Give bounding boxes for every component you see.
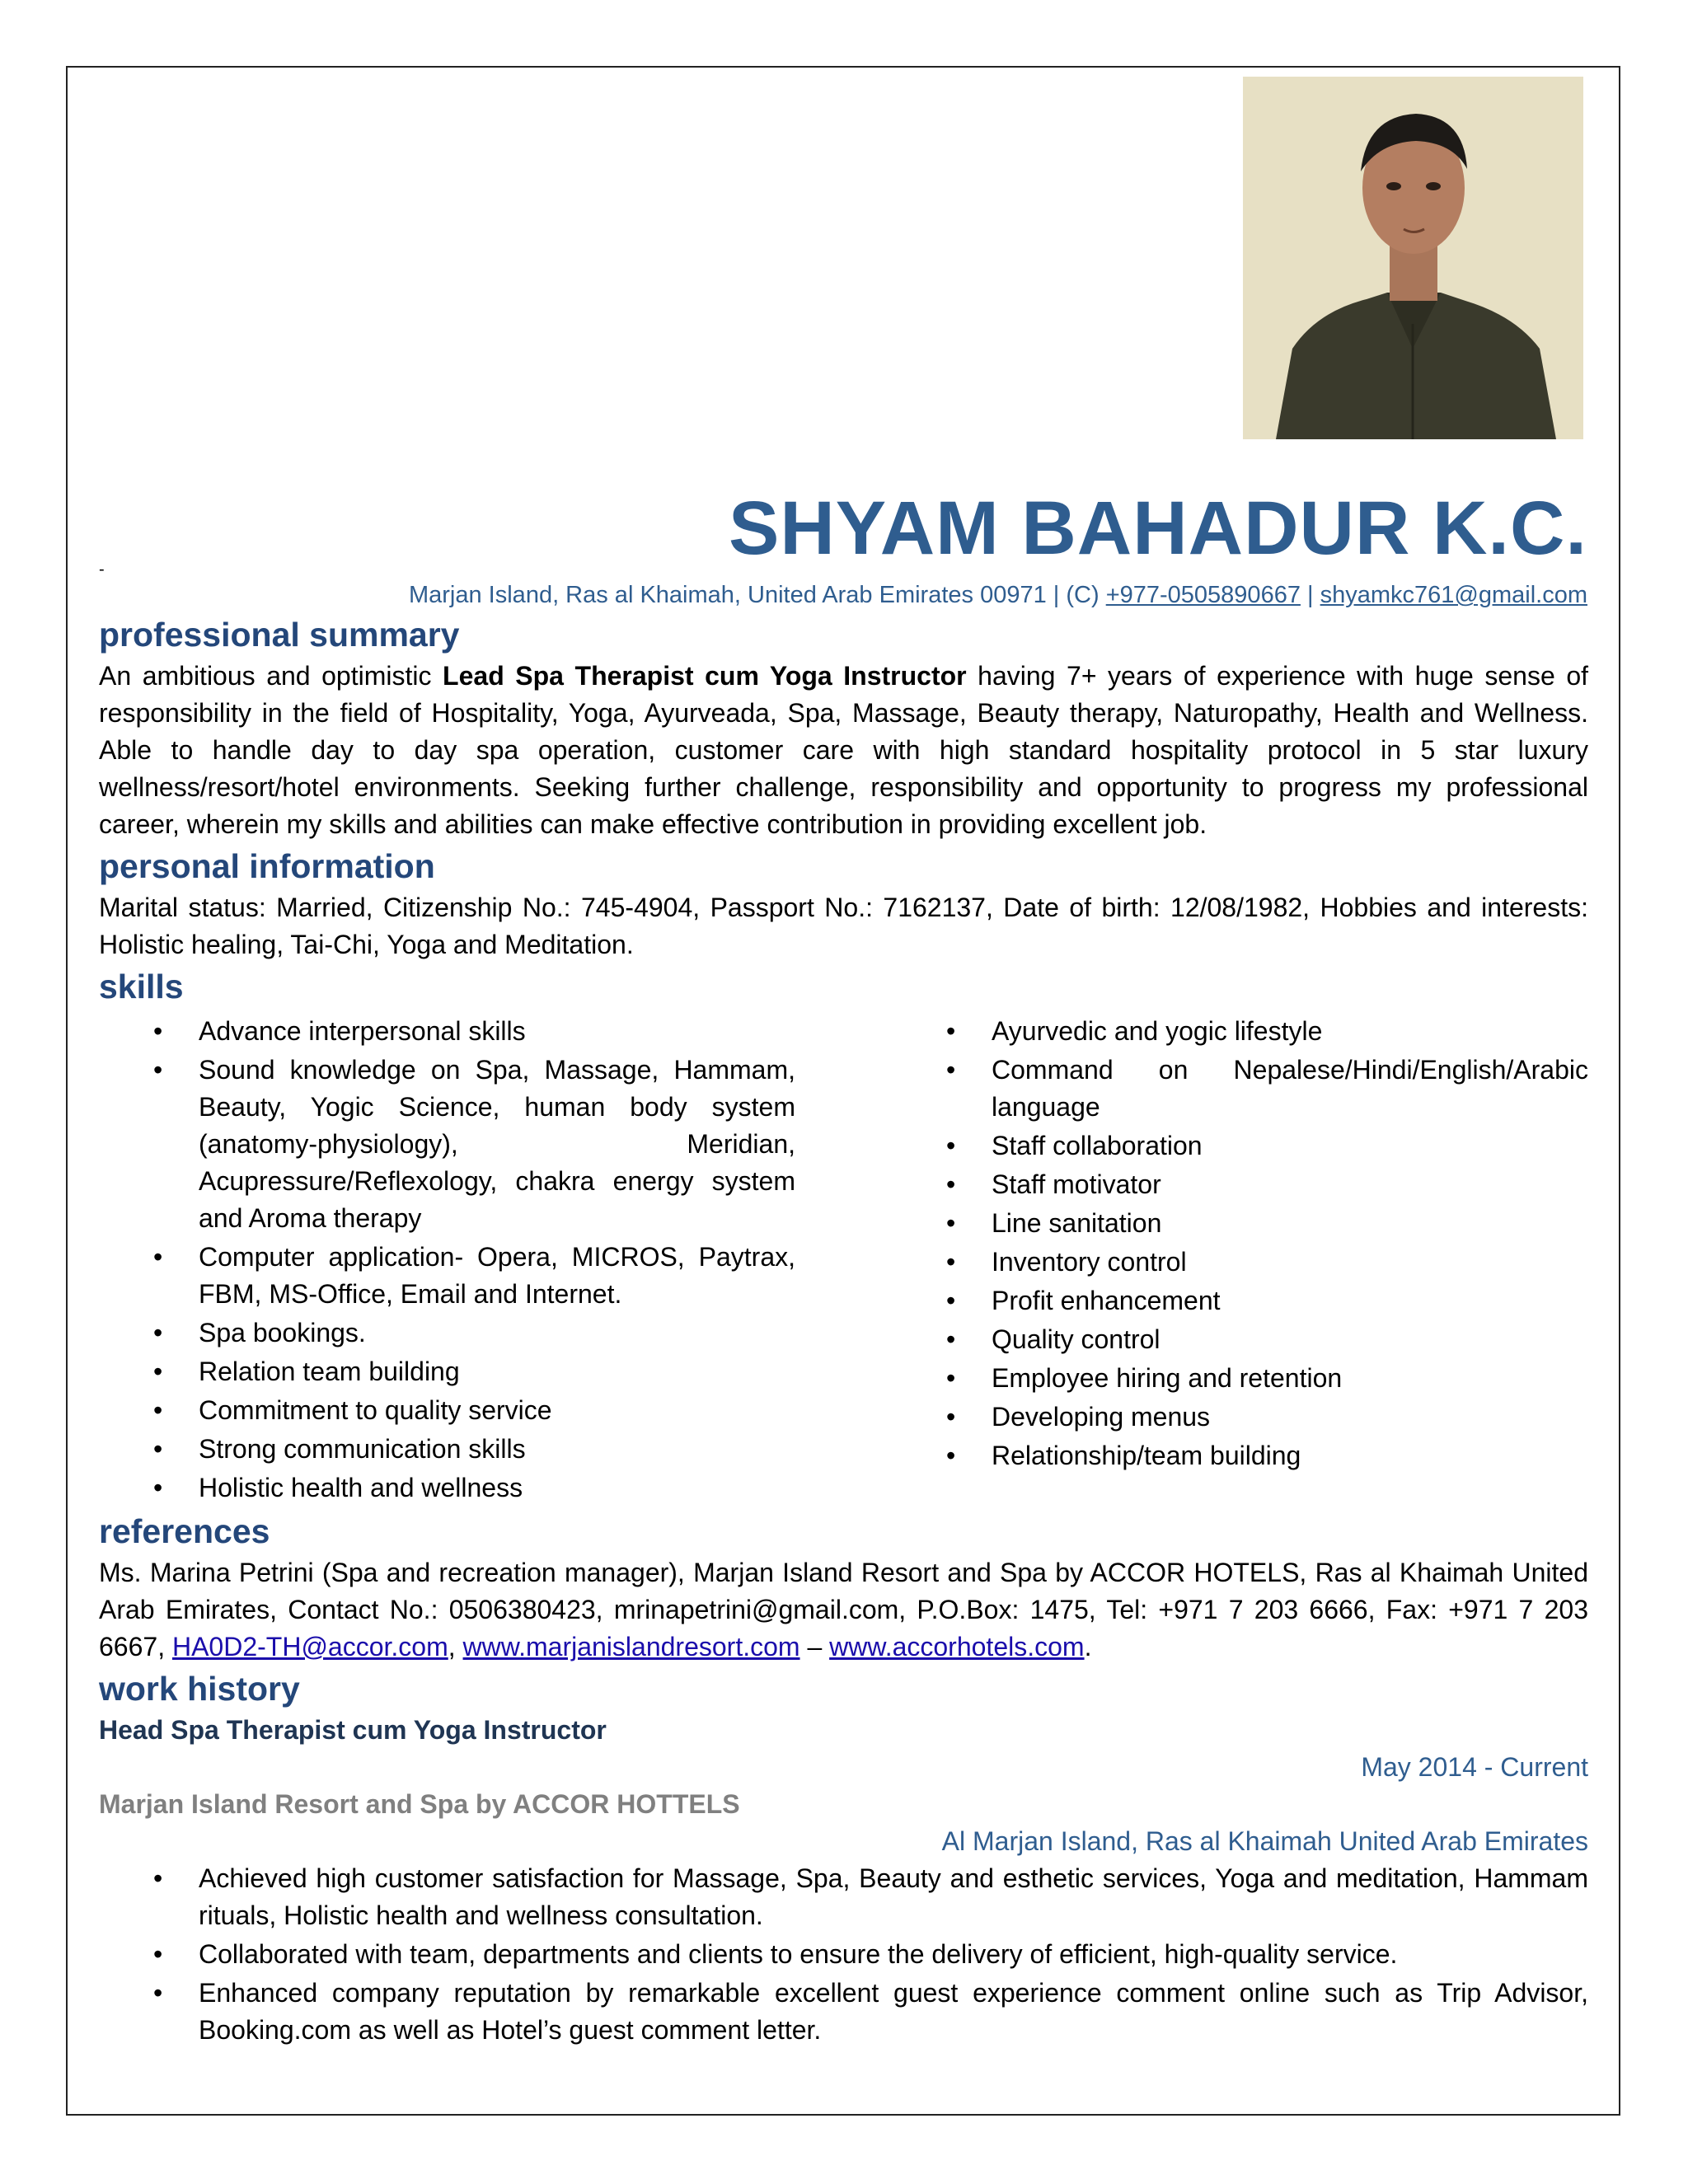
contact-line xyxy=(409,579,1587,612)
skills-list-left xyxy=(99,1013,795,1508)
list-item: • Developing menus xyxy=(892,1399,1588,1436)
personal-heading: personal information xyxy=(99,847,435,885)
references-end: . xyxy=(1084,1632,1092,1661)
list-item: • Command on Nepalese/Hindi/English/Arabic language xyxy=(892,1052,1588,1126)
job-achievements xyxy=(99,1860,1588,2049)
personal-text: Marital status: Married, Citizenship No.: 745-4904, Passport No.: 7162137, Date of birth: 12/08/1982, Hobbies and interests: Holistic healing, Tai-Chi, Yoga and Meditation. xyxy=(99,893,1588,959)
list-item: • Relationship/team building xyxy=(892,1437,1588,1474)
list-item: • Enhanced company reputation by remarkable excellent guest experience comment online such as Trip Advisor, Booking.com as well as Hotel’s guest comment letter. xyxy=(99,1975,1588,2049)
list-item: • Computer application- Opera, MICROS, Paytrax, FBM, MS-Office, Email and Internet. xyxy=(99,1239,795,1313)
references-dash: – xyxy=(799,1632,830,1661)
references-separator: , xyxy=(448,1632,463,1661)
list-item: • Holistic health and wellness xyxy=(99,1469,795,1507)
candidate-name: SHYAM BAHADUR K.C. xyxy=(729,486,1587,570)
summary-heading: professional summary xyxy=(99,616,460,654)
list-item: • Employee hiring and retention xyxy=(892,1360,1588,1397)
list-item: • Quality control xyxy=(892,1321,1588,1358)
list-item: • Commitment to quality service xyxy=(99,1392,795,1429)
resume-body xyxy=(99,612,1588,2050)
job-title: Head Spa Therapist cum Yoga Instructor xyxy=(99,1715,607,1745)
references-heading: references xyxy=(99,1512,270,1550)
list-item: • Collaborated with team, departments and clients to ensure the delivery of efficient, high-quality service. xyxy=(99,1936,1588,1973)
list-item: • Advance interpersonal skills xyxy=(99,1013,795,1050)
summary-body: having 7+ years of experience with huge sense of responsibility in the field of Hospitality, Yoga, Ayurveada, Spa, Massage, Beauty therapy, Naturopathy, Health and Wellness. Able to handle day to day spa operation, customer care with high standard hospitality protocol in 5 star luxury wellness/resort/hotel environments. Seeking further challenge, responsibility and opportunity to progress my professional career, wherein my skills and abilities can make effective contribution in providing excellent job. xyxy=(99,661,1589,839)
references-body: Ms. Marina Petrini (Spa and recreation manager), Marjan Island Resort and Spa by ACCOR HOTELS, Ras al Khaimah United Arab Emirates, Contact No.: 0506380423, mrinapetrini@gmail.com, P.O.Box: 1475, Tel: +971 7 203 6666, Fax: +971 7 203 6667, xyxy=(99,1558,1588,1661)
list-item: • Line sanitation xyxy=(892,1205,1588,1242)
summary-text xyxy=(99,658,1588,843)
list-item: • Ayurvedic and yogic lifestyle xyxy=(892,1013,1588,1050)
skills-heading: skills xyxy=(99,968,184,1005)
list-item: • Strong communication skills xyxy=(99,1431,795,1468)
list-item: • Staff motivator xyxy=(892,1166,1588,1203)
email-link[interactable]: shyamkc761@gmail.com xyxy=(1320,582,1587,608)
contact-separator: | xyxy=(1300,582,1320,608)
summary-role: Lead Spa Therapist cum Yoga Instructor xyxy=(443,661,967,691)
profile-photo xyxy=(1243,77,1583,439)
contact-address: Marjan Island, Ras al Khaimah, United Arab Emirates 00971 | (C) xyxy=(408,582,1106,608)
list-item: • Achieved high customer satisfaction for Massage, Spa, Beauty and esthetic services, Yoga and meditation, Hammam rituals, Holistic health and wellness consultation. xyxy=(99,1860,1588,1934)
job-dates: May 2014 - Current xyxy=(1361,1752,1588,1782)
accor-website-link[interactable]: www.accorhotels.com xyxy=(829,1632,1085,1661)
job-location: Al Marjan Island, Ras al Khaimah United Arab Emirates xyxy=(941,1826,1588,1856)
skills-columns xyxy=(99,1013,1588,1508)
references-text xyxy=(99,1554,1588,1666)
work-heading: work history xyxy=(99,1670,300,1708)
list-item: • Inventory control xyxy=(892,1244,1588,1281)
summary-intro: An ambitious and optimistic xyxy=(99,661,443,691)
list-item: • Relation team building xyxy=(99,1353,795,1390)
job-company: Marjan Island Resort and Spa by ACCOR HOTTELS xyxy=(99,1789,740,1819)
skills-list-right xyxy=(892,1013,1588,1508)
phone-link[interactable]: +977-0505890667 xyxy=(1105,582,1301,608)
stray-dash: - xyxy=(99,560,105,579)
reference-email-link[interactable]: HA0D2-TH@accor.com xyxy=(171,1632,448,1661)
list-item: • Staff collaboration xyxy=(892,1127,1588,1165)
resort-website-link[interactable]: www.marjanislandresort.com xyxy=(462,1632,800,1661)
list-item: • Spa bookings. xyxy=(99,1315,795,1352)
list-item: • Profit enhancement xyxy=(892,1282,1588,1319)
list-item: • Sound knowledge on Spa, Massage, Hammam, Beauty, Yogic Science, human body system (anatomy-physiology), Meridian, Acupressure/Reflexology, chakra energy system and Aroma therapy xyxy=(99,1052,795,1237)
